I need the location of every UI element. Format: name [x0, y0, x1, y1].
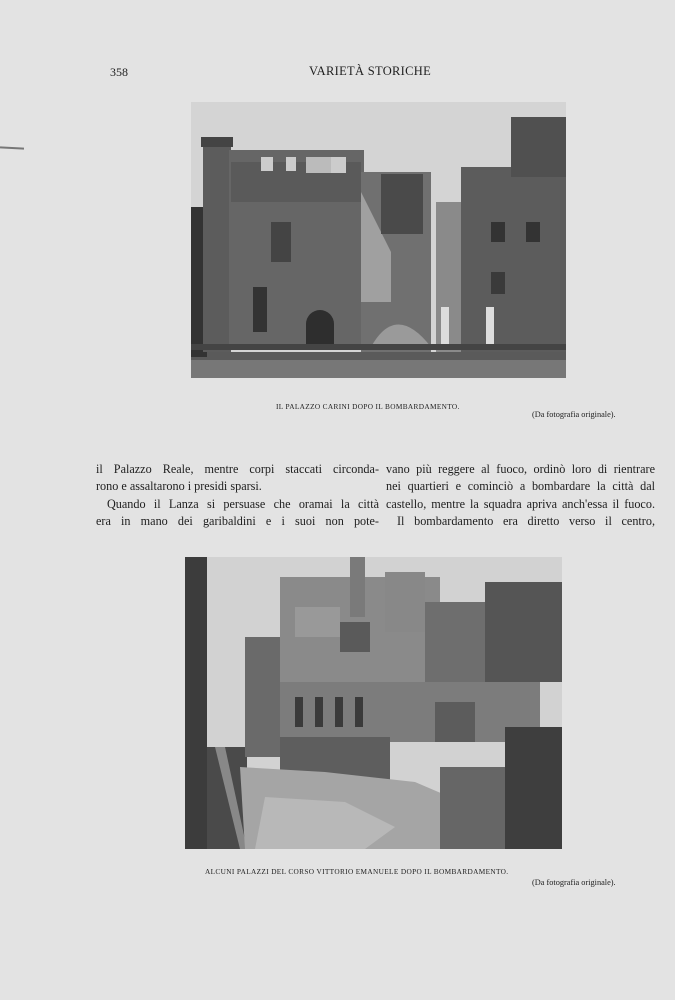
photo-palazzo-carini	[191, 102, 566, 378]
text-column-right	[386, 461, 655, 530]
margin-mark	[0, 146, 24, 149]
paragraph-line: castello, mentre la squadra apriva anch'essa il fuoco.	[386, 496, 655, 511]
paragraph-line: il Palazzo Reale, mentre corpi staccati circonda-	[96, 462, 379, 476]
figure-credit-1: (Da fotografia originale).	[532, 410, 616, 419]
paragraph-line: Il bombardamento era diretto verso il centro,	[397, 513, 655, 528]
paragraph-line: era in mano dei garibaldini e i suoi non pote-	[96, 513, 379, 528]
figure-credit-2: (Da fotografia originale).	[532, 878, 616, 887]
text-column-left	[96, 461, 379, 530]
paragraph-line: nei quartieri e cominciò a bombardare la città dal	[386, 479, 655, 494]
running-title: VARIETÀ STORICHE	[308, 64, 432, 78]
paragraph-line: vano più reggere al fuoco, ordinò loro di rientrare	[386, 462, 655, 476]
figure-caption-1: IL PALAZZO CARINI DOPO IL BOMBARDAMENTO.	[276, 402, 460, 411]
photo-corso-vittorio-emanuele	[185, 557, 562, 849]
paragraph-line: rono e assaltarono i presidi sparsi.	[96, 479, 262, 494]
figure-caption-2: ALCUNI PALAZZI DEL CORSO VITTORIO EMANUELE DOPO IL BOMBARDAMENTO.	[205, 867, 509, 876]
paragraph-line: Quando il Lanza si persuase che oramai la città	[107, 496, 379, 511]
page-number: 358	[110, 65, 128, 79]
